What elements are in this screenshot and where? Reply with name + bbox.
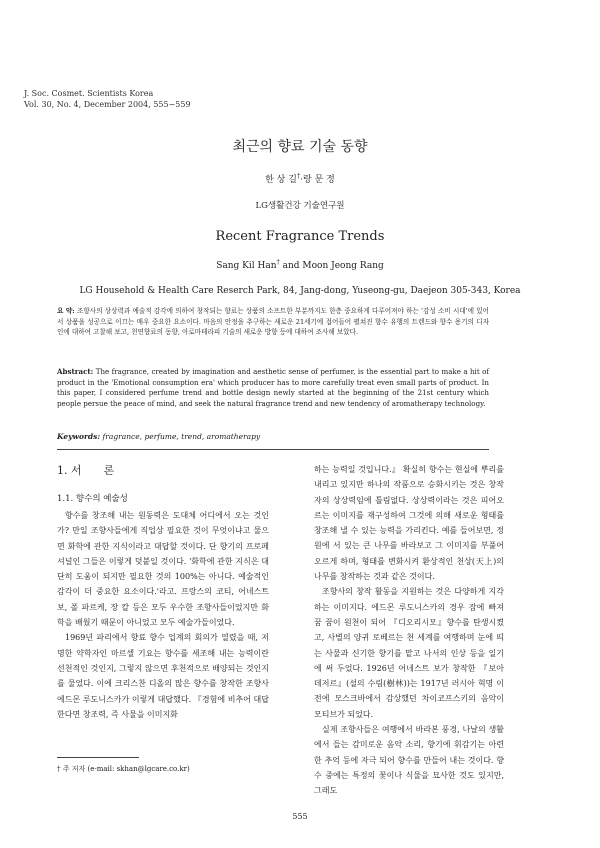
journal-citation [24, 88, 191, 110]
paragraph: 하는 능력일 것입니다.』 확실히 향수는 현실에 뿌리를 내리고 있지만 하나의 작품으로 승화시키는 것은 창작자의 상상력임에 틀림없다. 상상력이라는 것은 피어오르는 이미지를 재구성하여 그것에 의해 새로운 형태를 창조해 낼 수 있는 능력을 가리킨다. 예를 들어보면, 정원에 서 있는 큰 나무를 바라보고 그 이미지를 부풀어오르게 하며, 형태를 변화시켜 환상적인 천상(天上)의 나무를 창작하는 것과 같은 것이다. [314, 465, 504, 582]
english-author-secondary: and Moon Jeong Rang [279, 261, 384, 271]
journal-volume: Vol. 30, No. 4, December 2004, 555~559 [24, 100, 191, 109]
english-abstract [57, 367, 489, 410]
korean-abstract-text: 조향사의 상상력과 예술적 감각에 의하여 창작되는 향료는 상품의 소프트한 부분까지도 한층 중요하게 다루어져야 하는 '감성 소비 시대'에 있어서 상품을 성공으로 이끄는 매우 중요한 요소이다. 마음의 안정을 추구하는 새로운 21세기에 접어들어 펼쳐진 향수 유행의 트렌드와 향수 용기의 디자인에 대하여 고찰해 보고, 천연향료의 동향, 아로마테라피 기술의 새로운 방향 등에 대하여 조사해 보았다. [57, 307, 489, 336]
header-divider [57, 449, 489, 450]
korean-title: 최근의 향료 기술 동향 [232, 139, 368, 155]
english-corresponding-mark: † [276, 258, 280, 266]
section-heading-introduction: 1. 서 론 [57, 464, 115, 477]
subsection-heading-artistry: 1.1. 향수의 예술성 [57, 494, 128, 504]
paragraph: 향수를 창조해 내는 원동력은 도대체 어디에서 오는 것인가? 만일 조향사들에게 직업상 필요한 것이 무엇이냐고 물으면 화학에 관한 지식이라고 대답할 것이다. 단 향기의 프로페셔널인 그들은 이렇게 덧붙일 것이다. '화학에 관한 지식은 대단히 도움이 되지만 필요한 것의 100%는 아니다. 예술적인 감각이 더 중요한 요소이다.'라고. 프랑스의 코티, 어네스트 보, 폴 파르케, 장 칼 등은 모두 우수한 조향사들이었지만 화학을 배웠기 때문이 아니었고 모두 예술가들이었다. [57, 511, 269, 628]
page-number: 555 [292, 812, 308, 821]
keywords [57, 432, 260, 441]
korean-abstract [57, 306, 489, 338]
english-affiliation: LG Household & Health Care Reserch Park, 84, Jang-dong, Yuseong-gu, Daejeon 305-343, Korea [79, 286, 521, 296]
keywords-text: fragrance, perfume, trend, aromatherapy [100, 432, 261, 441]
english-author-primary: Sang Kil Han [216, 261, 277, 271]
corresponding-author-mark: † [296, 172, 301, 180]
keywords-label: Keywords: [57, 432, 101, 441]
korean-abstract-label: 요 약: [57, 307, 75, 315]
footnote-divider [57, 757, 139, 758]
english-abstract-label: Abstract: [57, 367, 94, 376]
english-authors [0, 258, 600, 271]
body-column-right [314, 462, 504, 799]
korean-affiliation: LG생활건강 기술연구원 [255, 201, 345, 211]
footnote: † 주 저자 (e-mail: skhan@lgcare.co.kr) [57, 765, 190, 773]
korean-author-secondary: ·랑 문 정 [300, 175, 335, 185]
paragraph: 조향사의 창작 활동을 지원하는 것은 다양하게 지각하는 이미지다. 에드몬 루도니스카의 경우 잠에 빠져 꿈 꿈이 원천이 되어 『디오리시모』향수를 탄생시켰고, 사별의 양귀 로베르는 천 세계를 여행하며 눈에 띄는 사물과 신기한 향기를 맡고 나서의 인상 등을 일기에 써 두었다. 1926년 어네스트 보가 창작한 『보아 데저르』(설의 수림(樹林))는 1917년 러시아 혁명 이전에 모스크바에서 감상했던 차이코프스키의 음악이 모티브가 되었다. [314, 587, 504, 719]
english-title: Recent Fragrance Trends [215, 229, 385, 244]
journal-name: J. Soc. Cosmet. Scientists Korea [24, 89, 154, 98]
body-column-left [57, 508, 269, 722]
korean-author-primary: 한 상 길 [265, 175, 297, 185]
english-abstract-text: The fragrance, created by imagination and aesthetic sense of perfumer, is the essential part to make a hit of product in the 'Emotional consumption era' which producer has to more carefully treat even small parts of product. In this paper, I considered perfume trend and bottle design newly started at the beginning of the 21st century which people persue the peace of mind, and seek the natural fragrance trend and new tendency of aromatherapy technology. [57, 367, 489, 409]
korean-authors [0, 172, 600, 185]
paragraph: 실제 조향사들은 여행에서 바라본 풍경, 나날의 생활에서 들는 감미로운 음악 소리, 향기에 휘감기는 아련한 추억 등에 자극 되어 향수를 만들어 내는 것이다. 향수 중에는 특정의 꽃이나 식물을 묘사한 것도 있지만, 그래도 [314, 725, 504, 796]
paragraph: 1969년 파리에서 향료 향수 업계의 회의가 열렸을 때, 저명한 약학자인 마르셀 기요는 향수를 세조해 내는 능력이란 선천적인 것인지, 그렇지 않으면 후천적으로 배양되는 것인지를 물었다. 이에 크리스찬 디올의 많은 향수를 창작한 조향사 에드몬 루도니스카가 이렇게 대답했다. 『경험에 비추어 대답한다면 창조력, 즉 사물을 이미지화 [57, 633, 269, 719]
